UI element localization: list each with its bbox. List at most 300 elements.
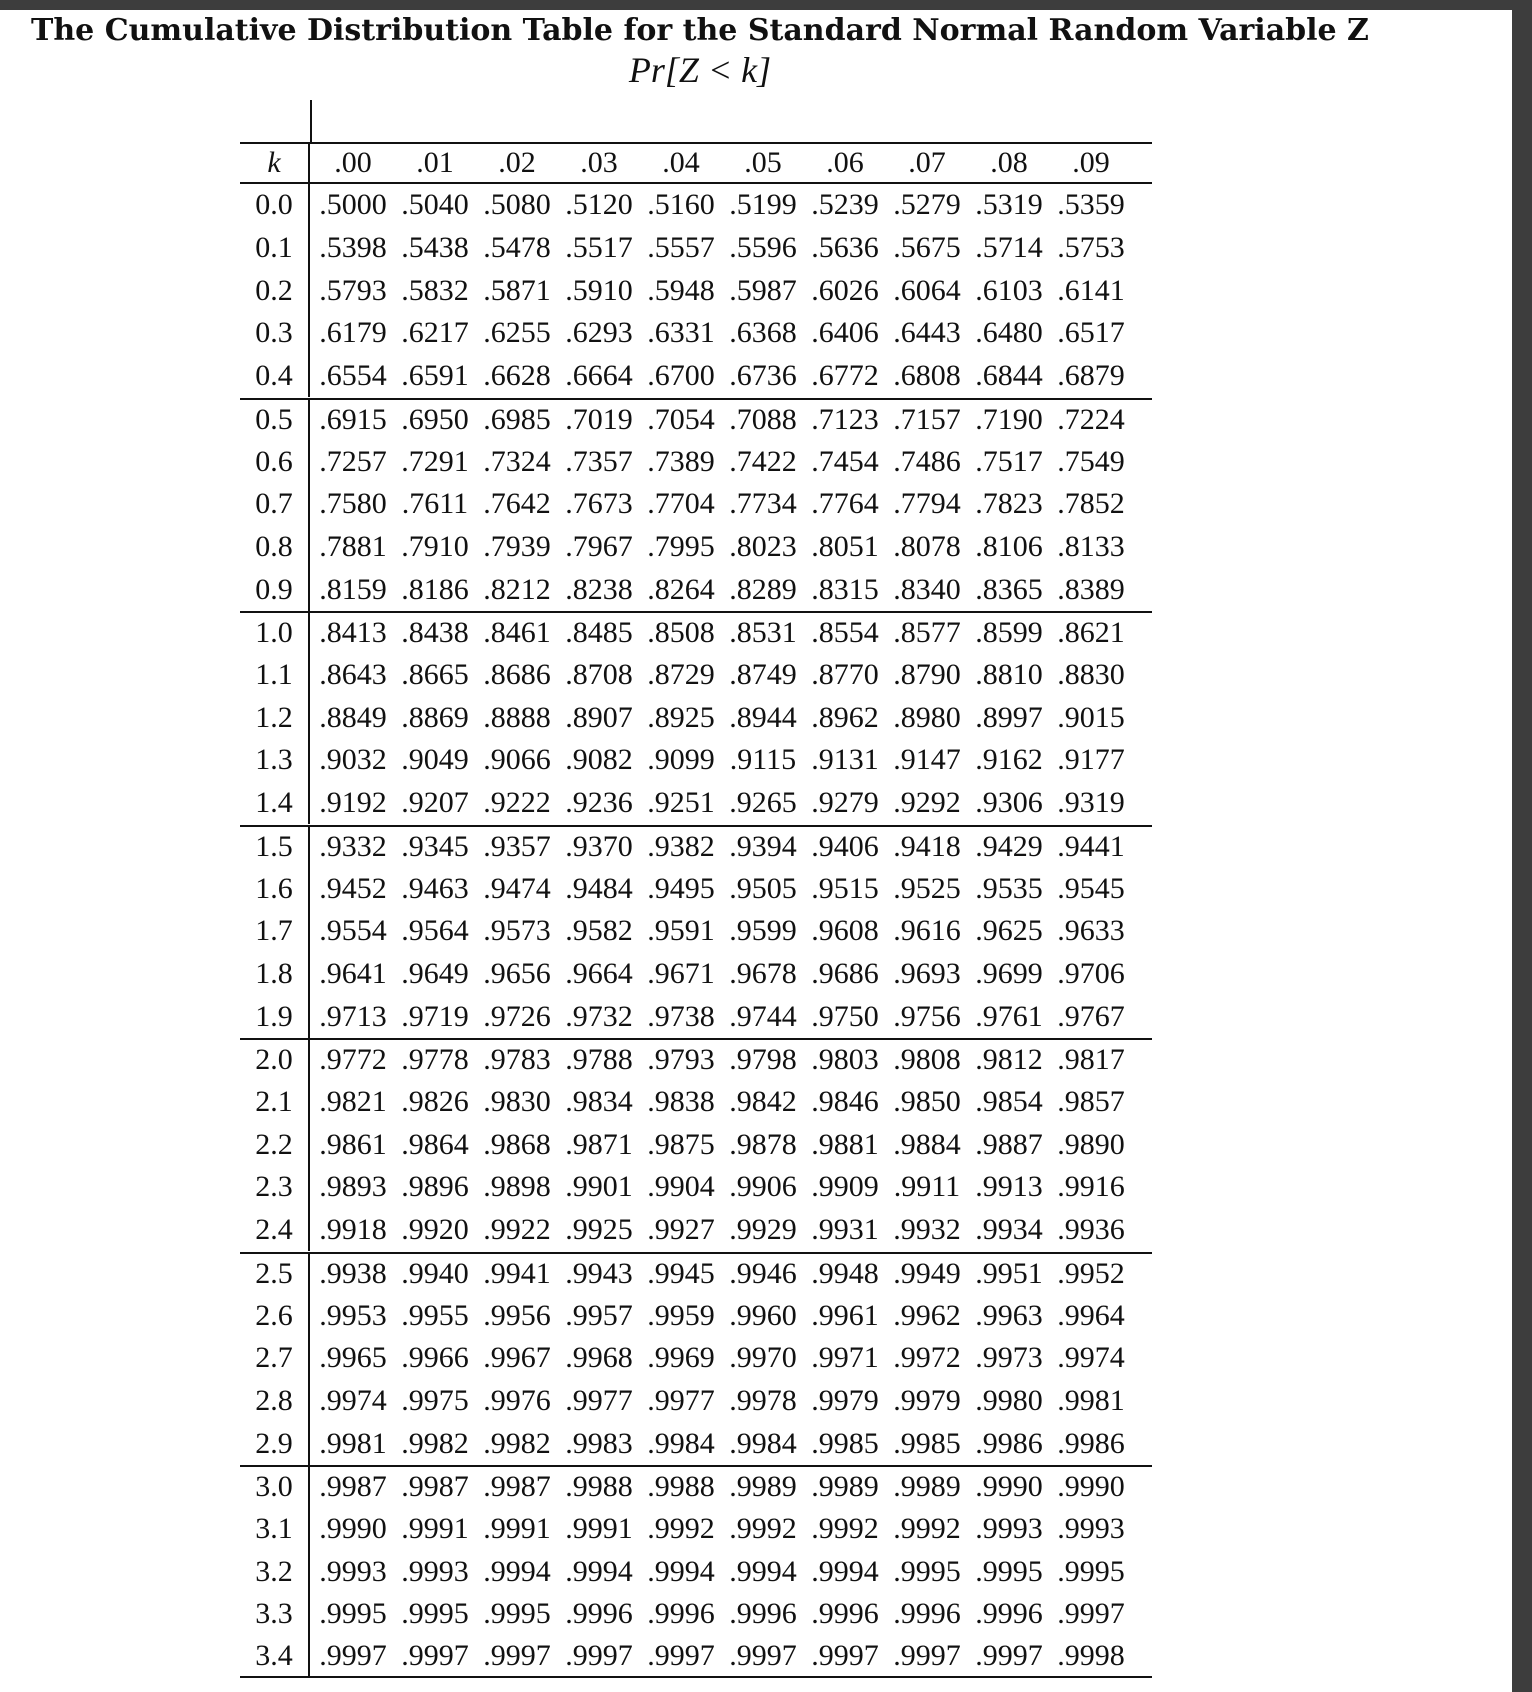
table-cell: .9997: [729, 1639, 797, 1673]
table-cell: .9977: [565, 1383, 633, 1417]
table-cell: .9292: [893, 786, 961, 820]
table-cell: .9974: [319, 1383, 387, 1417]
table-cell: .9778: [401, 1043, 469, 1077]
table-cell: .9975: [401, 1383, 469, 1417]
table-cell: .9875: [647, 1127, 715, 1161]
table-cell: .9976: [483, 1383, 551, 1417]
table-cell: .9987: [401, 1470, 469, 1504]
row-k-value: 1.3: [240, 739, 310, 782]
table-cell: .9738: [647, 999, 715, 1033]
table-cell: .9306: [975, 786, 1043, 820]
table-cell: .9986: [1057, 1426, 1125, 1460]
table-cell: .9686: [811, 956, 879, 990]
row-k-value: 1.6: [240, 867, 310, 910]
table-cell: .8078: [893, 529, 961, 563]
row-values: [312, 867, 1132, 910]
table-cell: .7257: [319, 444, 387, 478]
table-cell: .9966: [401, 1341, 469, 1375]
table-cell: .9964: [1057, 1298, 1125, 1332]
table-cell: .5359: [1057, 188, 1125, 222]
row-values: [312, 827, 1132, 868]
table-cell: .8438: [401, 616, 469, 650]
table-cell: .9222: [483, 786, 551, 820]
table-cell: .9961: [811, 1298, 879, 1332]
table-cell: .6217: [401, 316, 469, 350]
table-cell: .8315: [811, 572, 879, 606]
table-cell: .8770: [811, 658, 879, 692]
row-k-value: 0.1: [240, 227, 310, 270]
row-values: [312, 1636, 1132, 1677]
table-cell: .9625: [975, 914, 1043, 948]
table-cell: .9986: [975, 1426, 1043, 1460]
table-row: [240, 910, 1152, 953]
table-cell: .7549: [1057, 444, 1125, 478]
table-cell: .8749: [729, 658, 797, 692]
table-cell: .9993: [1057, 1512, 1125, 1546]
table-cell: .9834: [565, 1085, 633, 1119]
table-cell: .9991: [401, 1512, 469, 1546]
table-cell: .9896: [401, 1170, 469, 1204]
column-header: .03: [580, 146, 618, 179]
row-k-value: 0.8: [240, 526, 310, 569]
table-cell: .9977: [647, 1383, 715, 1417]
page-title: The Cumulative Distribution Table for the Standard Normal Random Variable Z: [31, 13, 1369, 48]
row-k-value: 1.7: [240, 910, 310, 953]
table-cell: .5793: [319, 273, 387, 307]
table-cell: .9978: [729, 1383, 797, 1417]
row-values: [312, 1593, 1132, 1636]
table-row: [240, 483, 1152, 526]
table-cell: .9962: [893, 1298, 961, 1332]
table-cell: .9788: [565, 1043, 633, 1077]
row-k-value: 2.7: [240, 1337, 310, 1380]
table-row: [240, 355, 1152, 398]
row-values: [312, 1550, 1132, 1593]
table-cell: .9988: [647, 1470, 715, 1504]
table-cell: .9881: [811, 1127, 879, 1161]
table-cell: .8023: [729, 529, 797, 563]
table-cell: .9960: [729, 1298, 797, 1332]
table-cell: .9988: [565, 1470, 633, 1504]
table-cell: .9719: [401, 999, 469, 1033]
table-cell: .8925: [647, 700, 715, 734]
table-cell: .9817: [1057, 1043, 1125, 1077]
table-cell: .9699: [975, 956, 1043, 990]
table-cell: .5714: [975, 231, 1043, 265]
table-cell: .8907: [565, 700, 633, 734]
row-values: [312, 184, 1132, 227]
table-cell: .9452: [319, 871, 387, 905]
table-cell: .9898: [483, 1170, 551, 1204]
row-k-value: 2.5: [240, 1254, 310, 1295]
table-cell: .7389: [647, 444, 715, 478]
table-cell: .9484: [565, 871, 633, 905]
table-cell: .9991: [483, 1512, 551, 1546]
table-row: [240, 312, 1152, 355]
column-header: .05: [744, 146, 782, 179]
table-cell: .9545: [1057, 871, 1125, 905]
table-cell: .9993: [319, 1554, 387, 1588]
table-cell: .9997: [401, 1639, 469, 1673]
table-cell: .6293: [565, 316, 633, 350]
table-cell: .7704: [647, 487, 715, 521]
table-cell: .6736: [729, 359, 797, 393]
row-values: [312, 400, 1132, 441]
k-column-header: k: [240, 144, 310, 182]
table-cell: .9996: [565, 1597, 633, 1631]
table-cell: .9931: [811, 1213, 879, 1247]
table-cell: .8944: [729, 700, 797, 734]
row-k-value: 3.4: [240, 1636, 310, 1677]
table-cell: .9987: [483, 1470, 551, 1504]
table-cell: .9967: [483, 1341, 551, 1375]
table-cell: .9909: [811, 1170, 879, 1204]
table-cell: .8508: [647, 616, 715, 650]
row-k-value: 2.0: [240, 1040, 310, 1081]
table-cell: .9945: [647, 1256, 715, 1290]
table-cell: .9963: [975, 1298, 1043, 1332]
table-cell: .6591: [401, 359, 469, 393]
table-cell: .9920: [401, 1213, 469, 1247]
table-cell: .7019: [565, 402, 633, 436]
table-cell: .9772: [319, 1043, 387, 1077]
table-row: [240, 1294, 1152, 1337]
table-cell: .7422: [729, 444, 797, 478]
row-values: [312, 269, 1132, 312]
table-cell: .7054: [647, 402, 715, 436]
table-cell: .9994: [483, 1554, 551, 1588]
table-cell: .9992: [893, 1512, 961, 1546]
row-values: [312, 440, 1132, 483]
table-cell: .9949: [893, 1256, 961, 1290]
row-values: [312, 613, 1132, 654]
table-cell: .9830: [483, 1085, 551, 1119]
table-cell: .8708: [565, 658, 633, 692]
table-cell: .5319: [975, 188, 1043, 222]
row-values: [312, 654, 1132, 697]
row-values: [312, 227, 1132, 270]
table-cell: .9616: [893, 914, 961, 948]
row-k-value: 1.1: [240, 654, 310, 697]
table-cell: .9948: [811, 1256, 879, 1290]
table-cell: .9971: [811, 1341, 879, 1375]
table-cell: .8264: [647, 572, 715, 606]
row-values: [312, 910, 1132, 953]
table-cell: .9995: [893, 1554, 961, 1588]
table-cell: .6480: [975, 316, 1043, 350]
table-header-row: [240, 142, 1152, 184]
table-row: [240, 1593, 1152, 1636]
column-header: .00: [334, 146, 372, 179]
row-values: [312, 568, 1132, 611]
table-cell: .9332: [319, 829, 387, 863]
table-cell: .9887: [975, 1127, 1043, 1161]
table-cell: .9987: [319, 1470, 387, 1504]
table-cell: .9535: [975, 871, 1043, 905]
column-header: .02: [498, 146, 536, 179]
table-row: [240, 568, 1152, 611]
table-row: [240, 1166, 1152, 1209]
table-cell: .9554: [319, 914, 387, 948]
table-cell: .8599: [975, 616, 1043, 650]
table-cell: .6554: [319, 359, 387, 393]
table-cell: .9744: [729, 999, 797, 1033]
table-cell: .9995: [401, 1597, 469, 1631]
table-cell: .9066: [483, 743, 551, 777]
table-top-divider: [310, 100, 312, 142]
table-cell: .9929: [729, 1213, 797, 1247]
table-cell: .9998: [1057, 1639, 1125, 1673]
table-cell: .8531: [729, 616, 797, 650]
table-cell: .8133: [1057, 529, 1125, 563]
table-cell: .5517: [565, 231, 633, 265]
table-cell: .5557: [647, 231, 715, 265]
table-cell: .9147: [893, 743, 961, 777]
table-cell: .9997: [483, 1639, 551, 1673]
table-cell: .9946: [729, 1256, 797, 1290]
table-cell: .8980: [893, 700, 961, 734]
table-cell: .9131: [811, 743, 879, 777]
table-row: [240, 398, 1152, 441]
table-cell: .9525: [893, 871, 961, 905]
row-values: [312, 782, 1132, 825]
row-values: [312, 1166, 1132, 1209]
table-cell: .6985: [483, 402, 551, 436]
column-header: .01: [416, 146, 454, 179]
table-cell: .9940: [401, 1256, 469, 1290]
table-cell: .9993: [975, 1512, 1043, 1546]
row-values: [312, 355, 1132, 398]
table-cell: .5080: [483, 188, 551, 222]
table-cell: .8888: [483, 700, 551, 734]
table-cell: .9599: [729, 914, 797, 948]
table-cell: .9649: [401, 956, 469, 990]
table-cell: .8106: [975, 529, 1043, 563]
table-cell: .9994: [647, 1554, 715, 1588]
row-k-value: 1.4: [240, 782, 310, 825]
table-cell: .9972: [893, 1341, 961, 1375]
table-cell: .5753: [1057, 231, 1125, 265]
table-cell: .9984: [729, 1426, 797, 1460]
table-cell: .9474: [483, 871, 551, 905]
table-row: [240, 227, 1152, 270]
table-cell: .9980: [975, 1383, 1043, 1417]
column-header: .06: [826, 146, 864, 179]
table-cell: .9265: [729, 786, 797, 820]
row-k-value: 3.1: [240, 1508, 310, 1551]
table-cell: .5000: [319, 188, 387, 222]
table-cell: .9997: [647, 1639, 715, 1673]
table-cell: .7642: [483, 487, 551, 521]
table-cell: .9982: [401, 1426, 469, 1460]
table-cell: .9984: [647, 1426, 715, 1460]
table-cell: .6628: [483, 359, 551, 393]
table-cell: .9996: [811, 1597, 879, 1631]
table-cell: .9864: [401, 1127, 469, 1161]
table-cell: .7454: [811, 444, 879, 478]
table-cell: .5636: [811, 231, 879, 265]
table-cell: .7939: [483, 529, 551, 563]
table-cell: .9996: [647, 1597, 715, 1631]
table-cell: .9693: [893, 956, 961, 990]
table-cell: .9918: [319, 1213, 387, 1247]
table-cell: .6368: [729, 316, 797, 350]
table-cell: .9952: [1057, 1256, 1125, 1290]
table-cell: .9997: [811, 1639, 879, 1673]
table-row: [240, 1508, 1152, 1551]
table-cell: .6026: [811, 273, 879, 307]
table-cell: .9857: [1057, 1085, 1125, 1119]
table-cell: .5160: [647, 188, 715, 222]
table-cell: .5279: [893, 188, 961, 222]
table-cell: .6664: [565, 359, 633, 393]
table-cell: .6103: [975, 273, 1043, 307]
table-cell: .9989: [729, 1470, 797, 1504]
table-cell: .9994: [565, 1554, 633, 1588]
row-k-value: 0.3: [240, 312, 310, 355]
row-values: [312, 1040, 1132, 1081]
table-cell: .5398: [319, 231, 387, 265]
table-cell: .7157: [893, 402, 961, 436]
table-cell: .6915: [319, 402, 387, 436]
table-cell: .9959: [647, 1298, 715, 1332]
column-header: .04: [662, 146, 700, 179]
window-right-scrollbar[interactable]: [1512, 0, 1532, 1692]
row-k-value: 1.2: [240, 696, 310, 739]
table-cell: .6406: [811, 316, 879, 350]
table-cell: .8790: [893, 658, 961, 692]
table-row: [240, 825, 1152, 868]
row-values: [312, 1508, 1132, 1551]
table-cell: .9564: [401, 914, 469, 948]
table-cell: .9938: [319, 1256, 387, 1290]
row-values: [312, 696, 1132, 739]
row-values: [312, 526, 1132, 569]
table-cell: .9997: [565, 1639, 633, 1673]
table-cell: .5040: [401, 188, 469, 222]
table-cell: .8389: [1057, 572, 1125, 606]
table-cell: .9985: [893, 1426, 961, 1460]
table-cell: .9992: [729, 1512, 797, 1546]
table-cell: .7291: [401, 444, 469, 478]
table-cell: .9953: [319, 1298, 387, 1332]
row-k-value: 2.4: [240, 1209, 310, 1252]
table-cell: .9082: [565, 743, 633, 777]
table-cell: .9115: [729, 743, 797, 777]
row-values: [312, 953, 1132, 996]
table-cell: .9826: [401, 1085, 469, 1119]
table-cell: .7611: [401, 487, 469, 521]
table-row: [240, 1337, 1152, 1380]
table-cell: .9969: [647, 1341, 715, 1375]
table-cell: .5832: [401, 273, 469, 307]
row-k-value: 3.3: [240, 1593, 310, 1636]
table-cell: .9990: [1057, 1470, 1125, 1504]
table-cell: .5239: [811, 188, 879, 222]
table-cell: .9671: [647, 956, 715, 990]
table-cell: .9842: [729, 1085, 797, 1119]
table-cell: .7224: [1057, 402, 1125, 436]
table-cell: .9906: [729, 1170, 797, 1204]
table-cell: .5596: [729, 231, 797, 265]
row-values: [312, 1081, 1132, 1124]
table-cell: .8643: [319, 658, 387, 692]
table-cell: .9985: [811, 1426, 879, 1460]
table-cell: .6443: [893, 316, 961, 350]
table-row: [240, 1252, 1152, 1295]
table-cell: .6331: [647, 316, 715, 350]
table-row: [240, 1422, 1152, 1465]
row-k-value: 3.0: [240, 1467, 310, 1508]
table-row: [240, 696, 1152, 739]
table-cell: .9821: [319, 1085, 387, 1119]
table-cell: .9990: [319, 1512, 387, 1546]
table-cell: .9808: [893, 1043, 961, 1077]
table-cell: .9713: [319, 999, 387, 1033]
table-cell: .7486: [893, 444, 961, 478]
column-header: .07: [908, 146, 946, 179]
table-cell: .6179: [319, 316, 387, 350]
table-cell: .9750: [811, 999, 879, 1033]
table-cell: .9941: [483, 1256, 551, 1290]
table-cell: .9370: [565, 829, 633, 863]
table-cell: .9505: [729, 871, 797, 905]
table-cell: .6700: [647, 359, 715, 393]
table-cell: .9982: [483, 1426, 551, 1460]
table-cell: .8051: [811, 529, 879, 563]
table-cell: .9861: [319, 1127, 387, 1161]
table-cell: .9913: [975, 1170, 1043, 1204]
table-row: [240, 1038, 1152, 1081]
table-cell: .9983: [565, 1426, 633, 1460]
table-cell: .9911: [893, 1170, 961, 1204]
table-cell: .6517: [1057, 316, 1125, 350]
table-cell: .5199: [729, 188, 797, 222]
table-cell: .9345: [401, 829, 469, 863]
table-cell: .9981: [1057, 1383, 1125, 1417]
table-cell: .8365: [975, 572, 1043, 606]
column-header: .09: [1072, 146, 1110, 179]
table-cell: .7517: [975, 444, 1043, 478]
table-cell: .9996: [729, 1597, 797, 1631]
table-cell: .9994: [729, 1554, 797, 1588]
table-cell: .9922: [483, 1213, 551, 1247]
table-cell: .9936: [1057, 1213, 1125, 1247]
row-k-value: 0.0: [240, 184, 310, 227]
row-k-value: 0.2: [240, 269, 310, 312]
table-cell: .9838: [647, 1085, 715, 1119]
table-cell: .7734: [729, 487, 797, 521]
table-cell: .8554: [811, 616, 879, 650]
row-k-value: 2.3: [240, 1166, 310, 1209]
table-cell: .9573: [483, 914, 551, 948]
table-row: [240, 1081, 1152, 1124]
table-cell: .6141: [1057, 273, 1125, 307]
table-cell: .5438: [401, 231, 469, 265]
table-row: [240, 995, 1152, 1038]
table-cell: .7764: [811, 487, 879, 521]
table-cell: .8289: [729, 572, 797, 606]
table-row: [240, 1465, 1152, 1508]
table-cell: .9633: [1057, 914, 1125, 948]
table-cell: .9925: [565, 1213, 633, 1247]
row-values: [312, 483, 1132, 526]
table-cell: .9418: [893, 829, 961, 863]
table-cell: .7910: [401, 529, 469, 563]
table-cell: .9989: [811, 1470, 879, 1504]
table-cell: .9793: [647, 1043, 715, 1077]
row-values: [312, 1123, 1132, 1166]
